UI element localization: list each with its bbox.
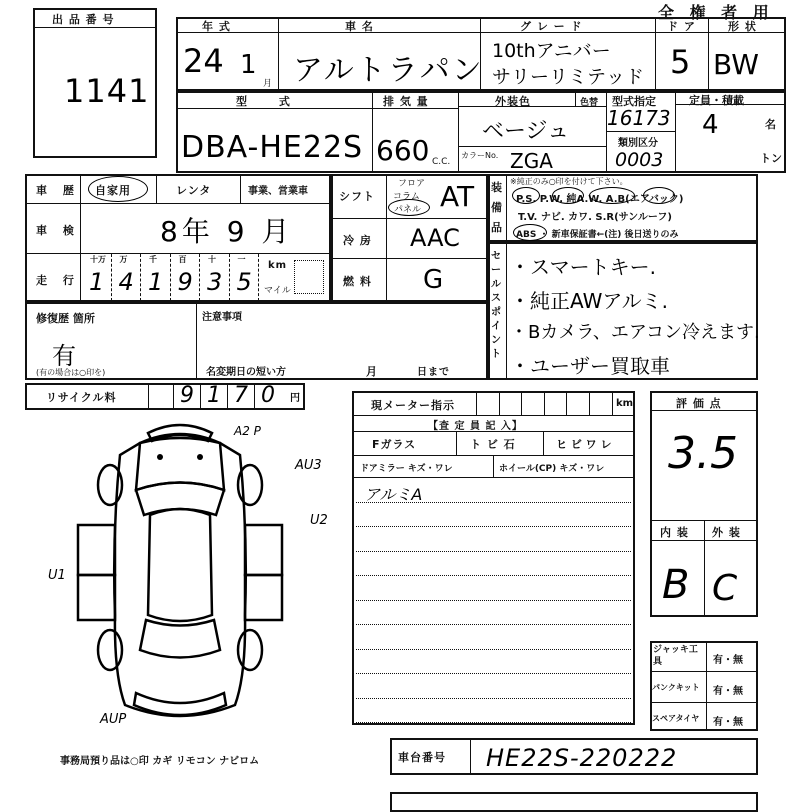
grade-label: グ レ ー ド — [520, 20, 583, 33]
cc-unit: C.C. — [432, 157, 451, 167]
equip-label: 装備品 — [491, 181, 502, 234]
mileage-digit-cell — [171, 254, 201, 301]
equip-line2: T.V. ナビ. カワ. S.R(サンルーフ) — [518, 212, 672, 223]
mileage-digit: 4 — [118, 268, 134, 296]
category-label: 類別区分 — [618, 138, 658, 149]
ext-color-value: ベージュ — [482, 119, 570, 144]
jack-label: ジャッキ工 具 — [653, 645, 698, 667]
mileage-digit: 1 — [89, 268, 105, 296]
top-right-label: 全 権 者 用 — [658, 3, 774, 22]
shift-label: シフト — [339, 190, 375, 203]
meter-note-row — [356, 575, 631, 576]
puncture-option: 有・無 — [713, 686, 743, 697]
grade-line1: 10thアニバー — [492, 40, 611, 62]
fuel-value: G — [423, 265, 444, 295]
mileage-label: 走 行 — [36, 274, 80, 287]
name-change-day: 日まで — [417, 367, 450, 378]
mileage-digit-head: 千 — [149, 255, 157, 264]
color-no-label: カラーNo. — [461, 151, 499, 160]
capacity-label: 定員・積載 — [689, 94, 744, 107]
meter-digit-cell — [521, 391, 544, 415]
rating-value: 3.5 — [668, 428, 738, 479]
mileage-digit-cell — [82, 254, 112, 301]
meter-col-fglass: Fガラス — [372, 438, 417, 451]
mileage-digit-cell — [112, 254, 142, 301]
meter-label: 現メーター指示 — [371, 399, 455, 412]
equip-circle-pw — [552, 187, 584, 204]
shift-option-floor: フロア — [398, 179, 426, 189]
fuel-label: 燃 料 — [343, 275, 372, 288]
meter-note-row — [356, 624, 631, 625]
mileage-digit: 3 — [207, 268, 223, 296]
displacement-label: 排 気 量 — [383, 95, 429, 108]
sales-point-1: ・スマートキー. — [510, 255, 656, 279]
equip-line3: ABS ・ 新車保証書←(注) 後日送りのみ — [516, 230, 679, 240]
model-label: 型 式 — [236, 95, 304, 108]
jack-option: 有・無 — [713, 655, 743, 666]
color-change-label: 色替 — [580, 98, 599, 108]
sales-points-label: セールスポイント — [491, 251, 501, 360]
inspection-value: 8年 9 月 — [160, 215, 294, 248]
caution-label: 注意事項 — [202, 312, 242, 323]
chassis-value: HE22S-220222 — [486, 744, 678, 772]
history-label: 車 歴 — [36, 184, 80, 197]
shape-value: BW — [713, 48, 759, 81]
diagram-mark-au3: AU3 — [295, 458, 322, 473]
mileage-digit: 9 — [177, 268, 193, 296]
meter-digit-cell — [476, 391, 499, 415]
car-name-label: 車 名 — [345, 20, 374, 33]
lot-number: 1141 — [64, 72, 150, 110]
mile-label: マイル — [264, 286, 291, 296]
interior-label: 内 装 — [660, 526, 689, 539]
car-name-value: アルトラパン — [293, 53, 484, 88]
displacement-value: 660 — [376, 134, 430, 167]
meter-col-wheel: ホイール(CP) キズ・ワレ — [499, 464, 605, 474]
exterior-label: 外 装 — [712, 526, 741, 539]
meter-note-row — [356, 722, 631, 723]
recycle-digit-cell — [200, 383, 227, 410]
sales-point-3: ・Bカメラ、エアコン冷えます. — [510, 322, 760, 343]
shape-label: 形 状 — [728, 20, 757, 33]
shift-option-column: コラム — [393, 192, 420, 202]
deposit-note: 事務局預り品は○印 カギ リモコン ナビロム — [60, 756, 260, 767]
shift-value: AT — [440, 180, 475, 213]
ac-value: AAC — [410, 224, 460, 252]
diagram-mark-u2: U2 — [310, 513, 328, 528]
capacity-unit: 名 — [765, 118, 776, 131]
bottom-partial-box — [390, 792, 758, 812]
equip-circle-ps — [512, 187, 540, 204]
inspection-label: 車 検 — [36, 224, 80, 237]
mileage-digit-head: 十万 — [90, 255, 106, 264]
mileage-digit-head: 万 — [119, 255, 128, 264]
color-no-value: ZGA — [510, 149, 553, 173]
doors-label: ド ア — [667, 20, 696, 33]
name-change-label: 名変期日の短い方 — [206, 367, 286, 378]
doors-value: 5 — [670, 43, 691, 81]
meter-digit-cell — [589, 391, 612, 415]
history-selected-circle — [88, 176, 148, 202]
recycle-digit: 7 — [234, 383, 248, 408]
equip-note: ※純正のみ○印を付けて下さい。 — [510, 177, 628, 186]
mileage-digit: 5 — [236, 268, 252, 296]
category-value: 0003 — [615, 149, 664, 171]
meter-col-chip: ト ビ 石 — [470, 438, 516, 451]
name-change-month: 月 — [366, 365, 378, 378]
history-option-private: 自家用 — [95, 184, 131, 197]
sales-point-4: ・ユーザー買取車 — [510, 354, 670, 378]
recycle-digit-cell — [227, 383, 254, 410]
year-value: 24 — [183, 42, 224, 80]
meter-note-row — [356, 698, 631, 699]
capacity-value: 4 — [702, 110, 719, 140]
mileage-digit-cell — [230, 254, 260, 301]
mileage-digit-head: 十 — [208, 255, 216, 264]
type-designation-value: 16173 — [607, 106, 671, 130]
repair-label: 修復歴 箇所 — [36, 312, 95, 325]
repair-note: (有の場合は○印を) — [36, 368, 106, 377]
equip-circle-abs — [513, 224, 547, 241]
diagram-mark-aup: AUP — [100, 712, 127, 727]
meter-digit-cell — [499, 391, 522, 415]
meter-col-mirror: ドアミラー キズ・ワレ — [360, 464, 453, 474]
ac-label: 冷 房 — [343, 234, 372, 247]
diagram-mark-a2p: A2 P — [234, 424, 261, 438]
interior-value: B — [662, 562, 690, 608]
mileage-digit-cell — [141, 254, 171, 301]
month-unit: 月 — [263, 79, 273, 89]
sales-point-2: ・純正AWアルミ. — [510, 289, 668, 313]
load-unit: トン — [760, 152, 782, 165]
meter-note-row — [356, 600, 631, 601]
spare-option: 有・無 — [713, 717, 743, 728]
mileage-digit-head: 一 — [237, 255, 246, 264]
year-label: 年 式 — [202, 20, 231, 33]
meter-col-crack: ヒ ビ ワ レ — [556, 438, 612, 451]
mileage-digit-head: 百 — [178, 255, 187, 264]
equip-circle-ab — [643, 187, 675, 204]
shift-option-panel: パネル — [394, 205, 422, 215]
rating-label: 評 価 点 — [676, 397, 722, 410]
km-label: km — [268, 260, 288, 271]
spare-label: スペアタイヤ — [652, 714, 700, 723]
puncture-label: パンクキット — [652, 683, 700, 692]
km-check-box — [294, 260, 324, 294]
lot-number-label: 出 品 番 号 — [52, 13, 115, 26]
chassis-label: 車台番号 — [398, 751, 446, 764]
diagram-mark-u1: U1 — [48, 568, 66, 583]
meter-digit-cell — [544, 391, 567, 415]
inspector-label: 【査 定 員 記 入】 — [428, 421, 523, 432]
meter-note-row — [356, 649, 631, 650]
exterior-value: C — [712, 568, 738, 609]
history-option-rental: レンタ — [176, 184, 212, 197]
mileage-digit-cell — [200, 254, 230, 301]
type-designation-label: 型式指定 — [612, 95, 656, 108]
recycle-digit-cell — [254, 383, 281, 410]
recycle-digit: 1 — [207, 383, 221, 408]
history-option-business: 事業、営業車 — [248, 186, 308, 197]
meter-note-row — [356, 551, 631, 552]
repair-value: 有 — [52, 342, 76, 370]
equip-line1: P.S. P.W. 純A.W. A.B(エアバック) — [516, 194, 684, 205]
recycle-label: リサイクル料 — [46, 391, 117, 404]
month-value: 1 — [240, 50, 257, 80]
meter-digit-cell — [566, 391, 589, 415]
mileage-digit: 1 — [148, 268, 164, 296]
meter-note-row — [356, 673, 631, 674]
shift-selected-circle — [388, 199, 430, 216]
meter-unit: km — [616, 398, 634, 409]
recycle-digit-cell — [173, 383, 200, 410]
recycle-digit: 0 — [261, 383, 275, 408]
model-value: DBA-HE22S — [181, 130, 364, 165]
meter-note-row — [356, 526, 631, 527]
recycle-unit: 円 — [290, 393, 300, 404]
meter-note: アルミA — [364, 485, 423, 504]
equip-circle-aw — [589, 187, 635, 204]
grade-line2: サリーリミテッド — [492, 66, 645, 88]
recycle-digit: 9 — [180, 383, 194, 408]
ext-color-label: 外装色 — [495, 95, 531, 108]
